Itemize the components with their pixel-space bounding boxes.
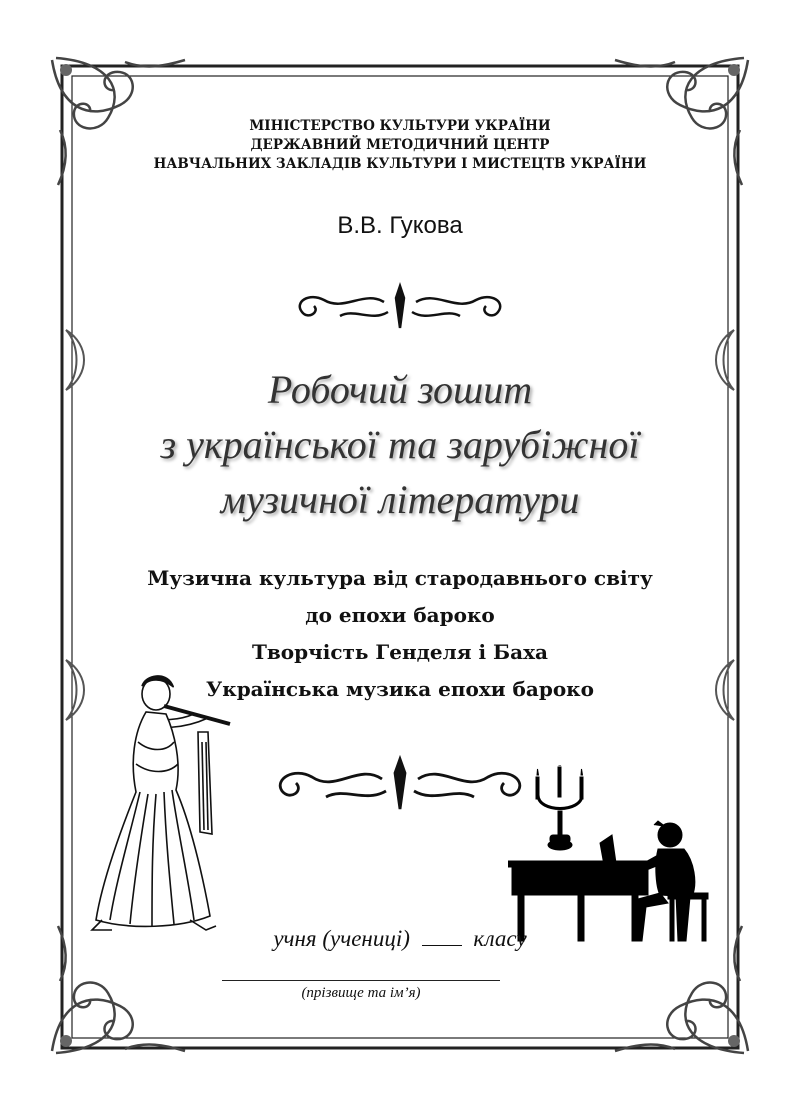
subtitle-line-4: Українська музика епохи бароко [206, 677, 594, 701]
class-number-blank[interactable] [422, 925, 462, 946]
divider-ornament-top [284, 282, 516, 332]
workbook-title [80, 362, 720, 527]
header-line-1: МІНІСТЕРСТВО КУЛЬТУРИ УКРАЇНИ [249, 118, 551, 134]
header-line-2: ДЕРЖАВНИЙ МЕТОДИЧНИЙ ЦЕНТР [250, 137, 550, 153]
title-line-1: Робочий зошит [267, 367, 533, 412]
divider-ornament-bottom [262, 755, 538, 815]
student-prefix: учня (учениці) [273, 926, 410, 951]
flute-player-illustration [90, 672, 240, 934]
student-name-blank[interactable] [222, 980, 500, 981]
author-name: В.В. Гукова [337, 212, 463, 239]
student-class-line [180, 925, 620, 952]
subtitle-line-3: Творчість Генделя і Баха [251, 640, 548, 664]
subtitle-line-1: Музична культура від стародавнього світу [147, 566, 653, 590]
subtitle-line-2: до епохи бароко [305, 603, 495, 627]
student-suffix: класу [473, 926, 527, 951]
title-line-2: з української та зарубіжної [160, 422, 640, 467]
name-caption: (прізвище та ім’я) [301, 985, 421, 1001]
title-line-3: музичної літератури [220, 477, 580, 522]
ministry-header [100, 117, 700, 174]
header-line-3: НАВЧАЛЬНИХ ЗАКЛАДІВ КУЛЬТУРИ І МИСТЕЦТВ УКРАЇНИ [153, 156, 647, 172]
